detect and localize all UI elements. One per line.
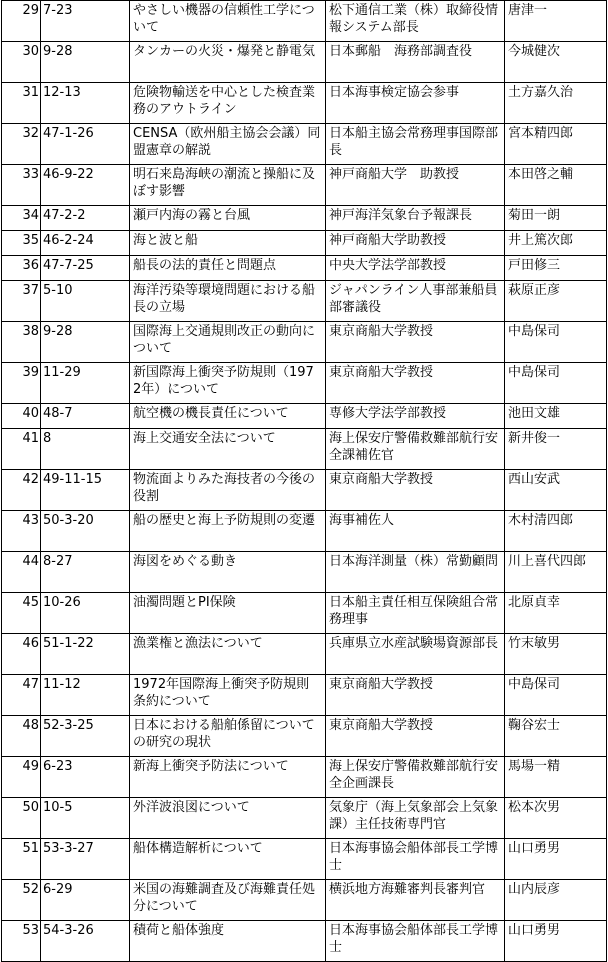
speaker-affiliation-cell: 日本船主協会常務理事国際部長 [326, 124, 505, 165]
date-cell: 50-3-20 [41, 511, 130, 552]
speaker-affiliation-cell: 神戸商船大学助教授 [326, 231, 505, 256]
lecture-table [1, 0, 607, 962]
lecture-title-cell: 瀬戸内海の霧と台風 [130, 206, 326, 231]
lecture-title-cell: 航空機の機長責任について [130, 404, 326, 429]
date-cell: 7-23 [41, 1, 130, 42]
speaker-affiliation-cell: 神戸海洋気象台予報課長 [326, 206, 505, 231]
speaker-affiliation-cell: ジャパンライン人事部兼船員部審議役 [326, 281, 505, 322]
speaker-name-cell: 川上喜代四郎 [505, 552, 607, 593]
row-number-cell: 38 [2, 322, 41, 363]
row-number-cell: 35 [2, 231, 41, 256]
row-number-cell: 33 [2, 165, 41, 206]
lecture-title-cell: 明石来島海峡の潮流と操船に及ぼす影響 [130, 165, 326, 206]
speaker-name-cell: 鞠谷宏士 [505, 716, 607, 757]
lecture-title-cell: 外洋波浪図について [130, 798, 326, 839]
row-number-cell: 34 [2, 206, 41, 231]
lecture-title-cell: 油濁問題とPI保険 [130, 593, 326, 634]
date-cell: 46-2-24 [41, 231, 130, 256]
speaker-affiliation-cell: 横浜地方海難審判長審判官 [326, 880, 505, 921]
lecture-title-cell: やさしい機器の信頼性工学について [130, 1, 326, 42]
table-row [2, 1, 607, 42]
speaker-name-cell: 池田文雄 [505, 404, 607, 429]
speaker-name-cell: 木村清四郎 [505, 511, 607, 552]
speaker-affiliation-cell: 日本郵船 海務部調査役 [326, 42, 505, 83]
row-number-cell: 41 [2, 429, 41, 470]
lecture-title-cell: 海洋汚染等環境問題における船長の立場 [130, 281, 326, 322]
row-number-cell: 44 [2, 552, 41, 593]
lecture-title-cell: 新国際海上衝突予防規則（1972年）について [130, 363, 326, 404]
row-number-cell: 53 [2, 921, 41, 962]
date-cell: 46-9-22 [41, 165, 130, 206]
lecture-title-cell: 危険物輸送を中心とした検査業務のアウトライン [130, 83, 326, 124]
speaker-name-cell: 北原貞幸 [505, 593, 607, 634]
table-row [2, 363, 607, 404]
table-row [2, 511, 607, 552]
speaker-affiliation-cell: 日本船主責任相互保険組合常務理事 [326, 593, 505, 634]
lecture-title-cell: 漁業権と漁法について [130, 634, 326, 675]
date-cell: 12-13 [41, 83, 130, 124]
row-number-cell: 36 [2, 256, 41, 281]
lecture-title-cell: 国際海上交通規則改正の動向について [130, 322, 326, 363]
speaker-name-cell: 中島保司 [505, 675, 607, 716]
table-row [2, 256, 607, 281]
table-row [2, 322, 607, 363]
lecture-title-cell: 物流面よりみた海技者の今後の役割 [130, 470, 326, 511]
speaker-affiliation-cell: 東京商船大学教授 [326, 363, 505, 404]
date-cell: 11-29 [41, 363, 130, 404]
row-number-cell: 42 [2, 470, 41, 511]
row-number-cell: 51 [2, 839, 41, 880]
lecture-title-cell: 海と波と船 [130, 231, 326, 256]
speaker-name-cell: 松本次男 [505, 798, 607, 839]
lecture-title-cell: 船体構造解析について [130, 839, 326, 880]
speaker-affiliation-cell: 日本海事協会船体部長工学博士 [326, 921, 505, 962]
date-cell: 10-5 [41, 798, 130, 839]
row-number-cell: 31 [2, 83, 41, 124]
speaker-affiliation-cell: 専修大学法学部教授 [326, 404, 505, 429]
speaker-affiliation-cell: 兵庫県立水産試験場資源部長 [326, 634, 505, 675]
table-row [2, 206, 607, 231]
lecture-title-cell: 米国の海難調査及び海難責任処分について [130, 880, 326, 921]
date-cell: 9-28 [41, 42, 130, 83]
table-row [2, 165, 607, 206]
date-cell: 47-7-25 [41, 256, 130, 281]
date-cell: 48-7 [41, 404, 130, 429]
date-cell: 52-3-25 [41, 716, 130, 757]
date-cell: 49-11-15 [41, 470, 130, 511]
date-cell: 8 [41, 429, 130, 470]
table-row [2, 404, 607, 429]
speaker-name-cell: 西山安武 [505, 470, 607, 511]
speaker-name-cell: 中島保司 [505, 322, 607, 363]
table-row [2, 757, 607, 798]
date-cell: 6-23 [41, 757, 130, 798]
table-row [2, 281, 607, 322]
table-row [2, 798, 607, 839]
lecture-table-body [2, 1, 607, 962]
row-number-cell: 43 [2, 511, 41, 552]
lecture-title-cell: 1972年国際海上衝突予防規則条約について [130, 675, 326, 716]
speaker-affiliation-cell: 日本海洋測量（株）常勤顧問 [326, 552, 505, 593]
date-cell: 51-1-22 [41, 634, 130, 675]
table-row [2, 83, 607, 124]
speaker-affiliation-cell: 日本海事協会船体部長工学博士 [326, 839, 505, 880]
speaker-affiliation-cell: 海上保安庁警備救難部航行安全企画課長 [326, 757, 505, 798]
row-number-cell: 45 [2, 593, 41, 634]
speaker-affiliation-cell: 松下通信工業（株）取締役情報システム部長 [326, 1, 505, 42]
table-row [2, 675, 607, 716]
table-row [2, 42, 607, 83]
lecture-title-cell: 海図をめぐる動き [130, 552, 326, 593]
speaker-affiliation-cell: 東京商船大学教授 [326, 470, 505, 511]
table-row [2, 593, 607, 634]
lecture-title-cell: 日本における船舶係留についての研究の現状 [130, 716, 326, 757]
speaker-name-cell: 馬場一精 [505, 757, 607, 798]
lecture-title-cell: 船長の法的責任と問題点 [130, 256, 326, 281]
lecture-title-cell: 船の歴史と海上予防規則の変遷 [130, 511, 326, 552]
speaker-name-cell: 竹末敏男 [505, 634, 607, 675]
speaker-name-cell: 新井俊一 [505, 429, 607, 470]
date-cell: 6-29 [41, 880, 130, 921]
date-cell: 10-26 [41, 593, 130, 634]
row-number-cell: 48 [2, 716, 41, 757]
lecture-title-cell: 海上交通安全法について [130, 429, 326, 470]
row-number-cell: 46 [2, 634, 41, 675]
date-cell: 53-3-27 [41, 839, 130, 880]
row-number-cell: 52 [2, 880, 41, 921]
speaker-name-cell: 中島保司 [505, 363, 607, 404]
row-number-cell: 47 [2, 675, 41, 716]
speaker-affiliation-cell: 海事補佐人 [326, 511, 505, 552]
speaker-name-cell: 山内辰彦 [505, 880, 607, 921]
date-cell: 47-1-26 [41, 124, 130, 165]
speaker-name-cell: 井上篤次郎 [505, 231, 607, 256]
table-row [2, 921, 607, 962]
row-number-cell: 37 [2, 281, 41, 322]
table-row [2, 429, 607, 470]
date-cell: 11-12 [41, 675, 130, 716]
row-number-cell: 30 [2, 42, 41, 83]
speaker-affiliation-cell: 東京商船大学教授 [326, 675, 505, 716]
speaker-affiliation-cell: 東京商船大学教授 [326, 322, 505, 363]
table-row [2, 552, 607, 593]
date-cell: 54-3-26 [41, 921, 130, 962]
date-cell: 47-2-2 [41, 206, 130, 231]
speaker-affiliation-cell: 東京商船大学教授 [326, 716, 505, 757]
speaker-name-cell: 本田啓之輔 [505, 165, 607, 206]
row-number-cell: 32 [2, 124, 41, 165]
table-row [2, 839, 607, 880]
table-row [2, 124, 607, 165]
speaker-affiliation-cell: 日本海事検定協会参事 [326, 83, 505, 124]
speaker-affiliation-cell: 神戸商船大学 助教授 [326, 165, 505, 206]
row-number-cell: 29 [2, 1, 41, 42]
speaker-name-cell: 今城健次 [505, 42, 607, 83]
speaker-name-cell: 唐津一 [505, 1, 607, 42]
date-cell: 9-28 [41, 322, 130, 363]
table-row [2, 880, 607, 921]
speaker-name-cell: 山口勇男 [505, 921, 607, 962]
table-row [2, 716, 607, 757]
speaker-name-cell: 山口勇男 [505, 839, 607, 880]
lecture-title-cell: 積荷と船体強度 [130, 921, 326, 962]
table-row [2, 634, 607, 675]
date-cell: 8-27 [41, 552, 130, 593]
speaker-affiliation-cell: 中央大学法学部教授 [326, 256, 505, 281]
speaker-name-cell: 萩原正彦 [505, 281, 607, 322]
row-number-cell: 50 [2, 798, 41, 839]
speaker-affiliation-cell: 海上保安庁警備救難部航行安全課補佐官 [326, 429, 505, 470]
table-row [2, 231, 607, 256]
lecture-title-cell: 新海上衝突予防法について [130, 757, 326, 798]
row-number-cell: 40 [2, 404, 41, 429]
table-row [2, 470, 607, 511]
row-number-cell: 39 [2, 363, 41, 404]
lecture-title-cell: タンカーの火災・爆発と静電気 [130, 42, 326, 83]
speaker-name-cell: 宮本精四郎 [505, 124, 607, 165]
speaker-affiliation-cell: 気象庁（海上気象部会上気象課）主任技術専門官 [326, 798, 505, 839]
speaker-name-cell: 菊田一朗 [505, 206, 607, 231]
lecture-title-cell: CENSA（欧州船主協会会議）同盟憲章の解説 [130, 124, 326, 165]
row-number-cell: 49 [2, 757, 41, 798]
date-cell: 5-10 [41, 281, 130, 322]
speaker-name-cell: 土方嘉久治 [505, 83, 607, 124]
speaker-name-cell: 戸田修三 [505, 256, 607, 281]
